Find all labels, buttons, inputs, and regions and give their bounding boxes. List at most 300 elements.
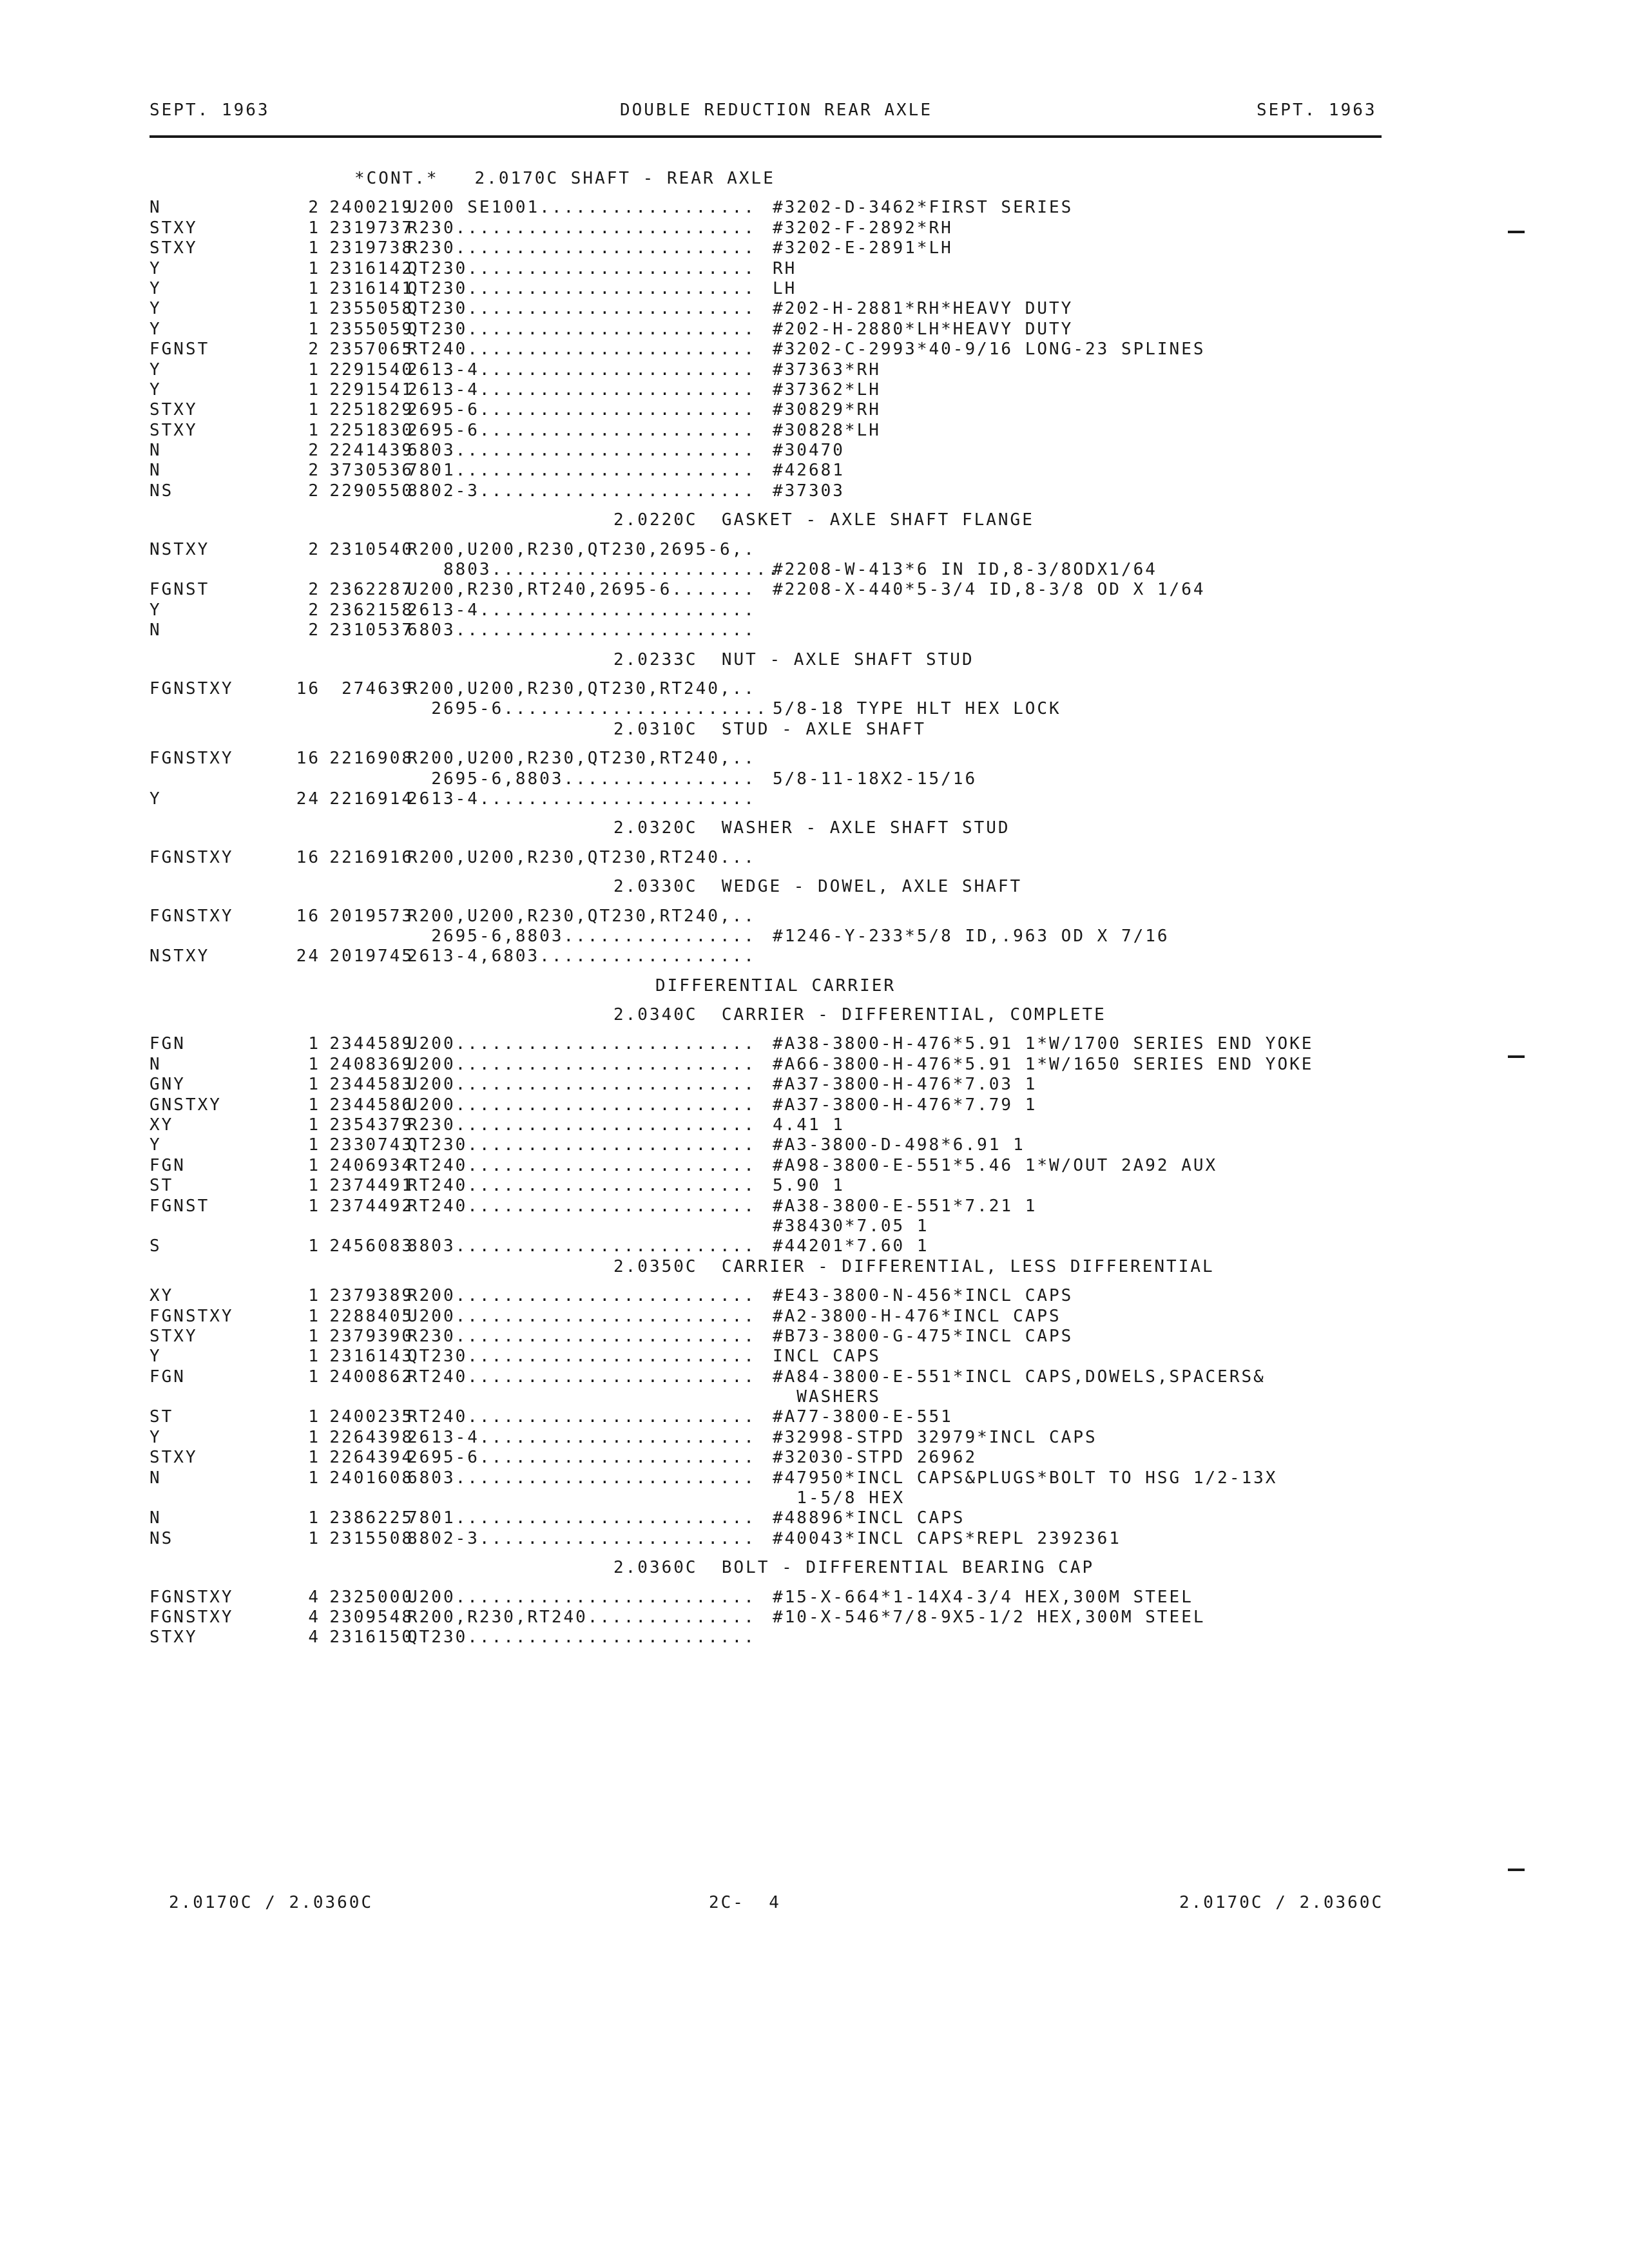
quantity: 2 [308,600,320,620]
part-row [149,279,1425,299]
quantity: 4 [308,1587,320,1607]
quantity: 2 [308,340,320,360]
model-code: FGN [149,1367,186,1387]
model-code: NSTXY [149,947,210,966]
application: R200,R230,RT240.............. [407,1608,756,1627]
part-row [149,238,1425,258]
part-row [149,679,1425,699]
quantity: 1 [308,258,320,278]
part-row [149,848,1425,868]
application: U200......................... [407,1075,756,1095]
part-row [149,1529,1425,1549]
quantity: 1 [308,1306,320,1326]
part-row [149,1508,1425,1528]
part-number: 2400862 [329,1367,414,1387]
model-code: N [149,1468,162,1488]
quantity: 24 [296,789,320,809]
model-code: FGNST [149,1196,210,1216]
header-date-left: SEPT. 1963 [149,101,270,120]
quantity: 1 [308,299,320,319]
description: 5/8-18 TYPE HLT HEX LOCK [773,699,1061,719]
part-row [149,1095,1425,1115]
continuation-heading-line [149,169,1425,189]
model-code: Y [149,600,162,620]
part-row [149,560,1425,580]
stud-heading: 2.0310C STUD - AXLE SHAFT [613,719,926,739]
model-code: NS [149,1528,174,1548]
part-row [149,947,1425,966]
description: #44201*7.60 1 [773,1236,929,1256]
application: RT240........................ [407,1196,756,1216]
description: #3202-D-3462*FIRST SERIES [773,198,1074,218]
model-code: STXY [149,1448,198,1468]
part-number: 2316142 [329,258,414,278]
application: 6803......................... [407,441,756,461]
application: QT230........................ [407,1347,756,1367]
part-number: 2362158 [329,600,414,620]
quantity: 2 [308,481,320,501]
description: RH [773,258,797,278]
description: #A37-3800-H-476*7.79 1 [773,1095,1037,1115]
quantity: 24 [296,947,320,966]
part-number: 2310540 [329,539,414,559]
header-date-right: SEPT. 1963 [1257,101,1377,120]
application: RT240........................ [407,1155,756,1175]
application: 2695-6....................... [407,1448,756,1468]
part-number: 274639 [342,678,414,698]
part-row [149,380,1425,400]
parts-listing [149,169,1425,1648]
description: #2208-W-413*6 IN ID,8-3/8ODX1/64 [773,560,1157,580]
quantity: 1 [308,420,320,440]
washer-heading: 2.0320C WASHER - AXLE SHAFT STUD [613,818,1010,838]
quantity: 1 [308,1236,320,1256]
description: #E43-3800-N-456*INCL CAPS [773,1286,1074,1306]
application: 2613-4....................... [407,600,756,620]
description: 4.41 1 [773,1115,845,1135]
description: WASHERS [773,1387,881,1407]
part-row [149,1196,1425,1216]
quantity: 16 [296,749,320,769]
model-code: Y [149,1427,162,1447]
model-code: Y [149,299,162,319]
part-number: 2379390 [329,1326,414,1346]
application: R230......................... [407,1326,756,1346]
part-row [149,1347,1425,1367]
application: 6803......................... [407,1468,756,1488]
section-heading-line [149,1005,1425,1025]
model-code: STXY [149,400,198,420]
part-number: 2374492 [329,1196,414,1216]
application: R200,U200,R230,QT230,RT240,.. [407,678,756,698]
quantity: 1 [308,1176,320,1196]
part-number: 2344586 [329,1095,414,1115]
model-code: N [149,441,162,461]
application: 2613-4,6803.................. [407,947,756,966]
part-row [149,1055,1425,1075]
description: #A3-3800-D-498*6.91 1 [773,1135,1025,1155]
continuation-heading: *CONT.* 2.0170C SHAFT - REAR AXLE [354,169,775,188]
quantity: 4 [308,1608,320,1627]
part-row [149,1034,1425,1054]
quantity: 4 [308,1628,320,1648]
part-row [149,1387,1425,1407]
model-code: FGNSTXY [149,847,234,867]
quantity: 1 [308,1528,320,1548]
application: RT240........................ [407,1176,756,1196]
description: #B73-3800-G-475*INCL CAPS [773,1326,1074,1346]
section-heading-line [149,877,1425,897]
description: #32030-STPD 26962 [773,1448,978,1468]
application: U200 SE1001.................. [407,198,756,218]
model-code: FGNST [149,340,210,360]
application: RT240........................ [407,340,756,360]
part-row [149,421,1425,441]
application: 2613-4....................... [407,1427,756,1447]
model-code: N [149,1508,162,1528]
quantity: 1 [308,238,320,258]
part-number: 2316150 [329,1628,414,1648]
application: 2695-6....................... [407,420,756,440]
model-code: STXY [149,1326,198,1346]
application: R230......................... [407,238,756,258]
quantity: 1 [308,319,320,339]
part-number: 2408369 [329,1054,414,1074]
model-code: NSTXY [149,539,210,559]
description: #A77-3800-E-551 [773,1407,953,1427]
application: QT230........................ [407,258,756,278]
description: #2208-X-440*5-3/4 ID,8-3/8 OD X 1/64 [773,580,1206,600]
quantity: 16 [296,847,320,867]
part-row [149,580,1425,600]
part-row [149,749,1425,769]
section-heading-line [149,818,1425,838]
part-row [149,1075,1425,1095]
quantity: 2 [308,461,320,481]
part-row [149,1286,1425,1306]
application: U200......................... [407,1306,756,1326]
part-number: 2362287 [329,580,414,600]
part-row [149,360,1425,380]
application: 8803......................... [407,1236,756,1256]
model-code: GNY [149,1075,186,1095]
description: #202-H-2881*RH*HEAVY DUTY [773,299,1074,319]
quantity: 1 [308,1427,320,1447]
section-heading-line [149,510,1425,530]
part-number: 2357065 [329,340,414,360]
description: #15-X-664*1-14X4-3/4 HEX,300M STEEL [773,1587,1193,1607]
margin-mark [1508,231,1525,233]
application: U200,R230,RT240,2695-6....... [407,580,756,600]
model-code: N [149,620,162,640]
gasket-heading: 2.0220C GASKET - AXLE SHAFT FLANGE [613,510,1034,530]
part-row [149,198,1425,218]
description: 5/8-11-18X2-15/16 [773,769,978,789]
part-row [149,461,1425,481]
footer-range-right: 2.0170C / 2.0360C [1179,1893,1384,1912]
application: U200......................... [407,1587,756,1607]
model-code: NS [149,481,174,501]
quantity: 1 [308,1367,320,1387]
part-number: 2216914 [329,789,414,809]
description: #3202-C-2993*40-9/16 LONG-23 SPLINES [773,340,1206,360]
part-number: 2310537 [329,620,414,640]
part-number: 2344589 [329,1034,414,1054]
application: 2613-4....................... [407,360,756,380]
quantity: 1 [308,1095,320,1115]
part-row [149,299,1425,319]
application: 2695-6...................... [407,699,768,719]
quantity: 1 [308,1407,320,1427]
part-number: 2241439 [329,441,414,461]
quantity: 1 [308,1448,320,1468]
quantity: 1 [308,360,320,380]
model-code: FGN [149,1034,186,1054]
description: #37363*RH [773,360,881,380]
part-row [149,907,1425,927]
description: #30828*LH [773,420,881,440]
part-row [149,1588,1425,1608]
description: #202-H-2880*LH*HEAVY DUTY [773,319,1074,339]
quantity: 16 [296,678,320,698]
part-number: 2290550 [329,481,414,501]
quantity: 2 [308,441,320,461]
part-number: 2216916 [329,847,414,867]
model-code: Y [149,1347,162,1367]
part-row [149,769,1425,789]
description: #A2-3800-H-476*INCL CAPS [773,1306,1061,1326]
quantity: 1 [308,1034,320,1054]
quantity: 1 [308,1286,320,1306]
part-number: 2264398 [329,1427,414,1447]
application: 2695-6,8803................ [407,769,756,789]
application: QT230........................ [407,319,756,339]
part-number: 2355059 [329,319,414,339]
model-code: Y [149,1135,162,1155]
quantity: 1 [308,1135,320,1155]
quantity: 16 [296,906,320,926]
quantity: 1 [308,1196,320,1216]
application: 7801......................... [407,1508,756,1528]
part-number: 2316143 [329,1347,414,1367]
part-number: 2019745 [329,947,414,966]
description: #A38-3800-E-551*7.21 1 [773,1196,1037,1216]
quantity: 2 [308,539,320,559]
part-row [149,1448,1425,1468]
model-code: N [149,461,162,481]
part-row [149,540,1425,560]
section-bolt [149,1588,1425,1648]
description: 5.90 1 [773,1176,845,1196]
application: 2613-4....................... [407,789,756,809]
quantity: 1 [308,1075,320,1095]
footer-page-number: 2C- 4 [709,1893,781,1912]
section-heading-line [149,1257,1425,1277]
model-code: FGNSTXY [149,1608,234,1627]
part-row [149,1115,1425,1135]
part-number: 2406934 [329,1155,414,1175]
part-row [149,1367,1425,1387]
part-number: 2291541 [329,380,414,399]
application: QT230........................ [407,278,756,298]
model-code: N [149,198,162,218]
part-row [149,1608,1425,1628]
application: QT230........................ [407,1135,756,1155]
description: #42681 [773,461,845,481]
quantity: 1 [308,218,320,238]
group-title-line [149,976,1425,996]
part-number: 2288405 [329,1306,414,1326]
section-heading-line [149,650,1425,670]
part-number: 2379389 [329,1286,414,1306]
description: #A37-3800-H-476*7.03 1 [773,1075,1037,1095]
application: QT230........................ [407,299,756,319]
part-row [149,789,1425,809]
model-code: Y [149,789,162,809]
application: 7801......................... [407,461,756,481]
model-code: N [149,1054,162,1074]
application: RT240........................ [407,1367,756,1387]
part-number: 2374491 [329,1176,414,1196]
wedge-heading: 2.0330C WEDGE - DOWEL, AXLE SHAFT [613,877,1023,897]
section-shaft-rear-axle [149,198,1425,501]
part-row [149,1468,1425,1488]
description: #A66-3800-H-476*5.91 1*W/1650 SERIES END YOKE [773,1054,1314,1074]
quantity: 1 [308,380,320,399]
part-row [149,218,1425,238]
model-code: FGNST [149,580,210,600]
description: #32998-STPD 32979*INCL CAPS [773,1427,1097,1447]
description: #48896*INCL CAPS [773,1508,965,1528]
model-code: STXY [149,238,198,258]
part-row [149,1307,1425,1327]
application: R200,U200,R230,QT230,RT240,.. [407,906,756,926]
section-gasket [149,540,1425,641]
quantity: 1 [308,400,320,420]
description: #47950*INCL CAPS&PLUGS*BOLT TO HSG 1/2-13X [773,1468,1278,1488]
description: #3202-F-2892*RH [773,218,953,238]
description: #38430*7.05 1 [773,1216,929,1236]
description: LH [773,278,797,298]
part-row [149,1216,1425,1236]
quantity: 2 [308,580,320,600]
quantity: 2 [308,198,320,218]
section-washer [149,848,1425,868]
application: QT230........................ [407,1628,756,1648]
model-code: XY [149,1115,174,1135]
part-row [149,340,1425,360]
description: #37303 [773,481,845,501]
description: #30470 [773,441,845,461]
part-row [149,1156,1425,1176]
quantity: 1 [308,1508,320,1528]
part-number: 2344583 [329,1075,414,1095]
part-row [149,927,1425,947]
description: #3202-E-2891*LH [773,238,953,258]
header-rule [149,135,1382,138]
application: R200,U200,R230,QT230,RT240,.. [407,749,756,769]
part-number: 2315508 [329,1528,414,1548]
part-number: 2319738 [329,238,414,258]
section-heading-line [149,1558,1425,1578]
model-code: XY [149,1286,174,1306]
description: INCL CAPS [773,1347,881,1367]
application: 2613-4....................... [407,380,756,399]
model-code: STXY [149,420,198,440]
carrier-complete-heading: 2.0340C CARRIER - DIFFERENTIAL, COMPLETE [613,1005,1106,1025]
model-code: Y [149,360,162,380]
quantity: 1 [308,1347,320,1367]
header-title: DOUBLE REDUCTION REAR AXLE [620,101,932,120]
part-number: 2355058 [329,299,414,319]
part-number: 2386225 [329,1508,414,1528]
application: 8803........................ [407,560,780,580]
part-row [149,1488,1425,1508]
model-code: GNSTXY [149,1095,222,1115]
application: U200......................... [407,1095,756,1115]
part-row [149,1428,1425,1448]
part-row [149,259,1425,279]
part-number: 2264394 [329,1448,414,1468]
part-number: 2316141 [329,278,414,298]
part-row [149,1407,1425,1427]
margin-mark [1508,1055,1525,1058]
application: 2695-6,8803................ [407,926,756,946]
quantity: 1 [308,1054,320,1074]
model-code: ST [149,1407,174,1427]
part-row [149,1176,1425,1196]
bolt-heading: 2.0360C BOLT - DIFFERENTIAL BEARING CAP [613,1558,1095,1578]
description: #10-X-546*7/8-9X5-1/2 HEX,300M STEEL [773,1608,1206,1627]
group-title: DIFFERENTIAL CARRIER [655,975,896,995]
section-carrier-complete [149,1034,1425,1256]
model-code: FGNSTXY [149,1587,234,1607]
part-row [149,1628,1425,1648]
carrier-less-heading: 2.0350C CARRIER - DIFFERENTIAL, LESS DIFFERENTIAL [613,1256,1215,1276]
part-number: 2401608 [329,1468,414,1488]
part-row [149,620,1425,640]
section-nut [149,679,1425,720]
application: 8802-3....................... [407,481,756,501]
part-number: 2325000 [329,1587,414,1607]
part-number: 2400235 [329,1407,414,1427]
footer-range-left: 2.0170C / 2.0360C [169,1893,374,1912]
nut-heading: 2.0233C NUT - AXLE SHAFT STUD [613,649,974,669]
part-row [149,400,1425,420]
description: #1246-Y-233*5/8 ID,.963 OD X 7/16 [773,926,1170,946]
application: R230......................... [407,1115,756,1135]
part-number: 2251829 [329,400,414,420]
model-code: Y [149,278,162,298]
application: RT240........................ [407,1407,756,1427]
part-number: 2251830 [329,420,414,440]
model-code: FGN [149,1155,186,1175]
part-number: 2400219 [329,198,414,218]
section-stud [149,749,1425,809]
model-code: S [149,1236,162,1256]
description: 1-5/8 HEX [773,1488,905,1508]
application: U200......................... [407,1034,756,1054]
quantity: 1 [308,1155,320,1175]
section-wedge [149,907,1425,967]
description: #A98-3800-E-551*5.46 1*W/OUT 2A92 AUX [773,1155,1218,1175]
application: R230......................... [407,218,756,238]
model-code: FGNSTXY [149,1306,234,1326]
model-code: FGNSTXY [149,906,234,926]
model-code: STXY [149,218,198,238]
quantity: 1 [308,1326,320,1346]
quantity: 1 [308,278,320,298]
